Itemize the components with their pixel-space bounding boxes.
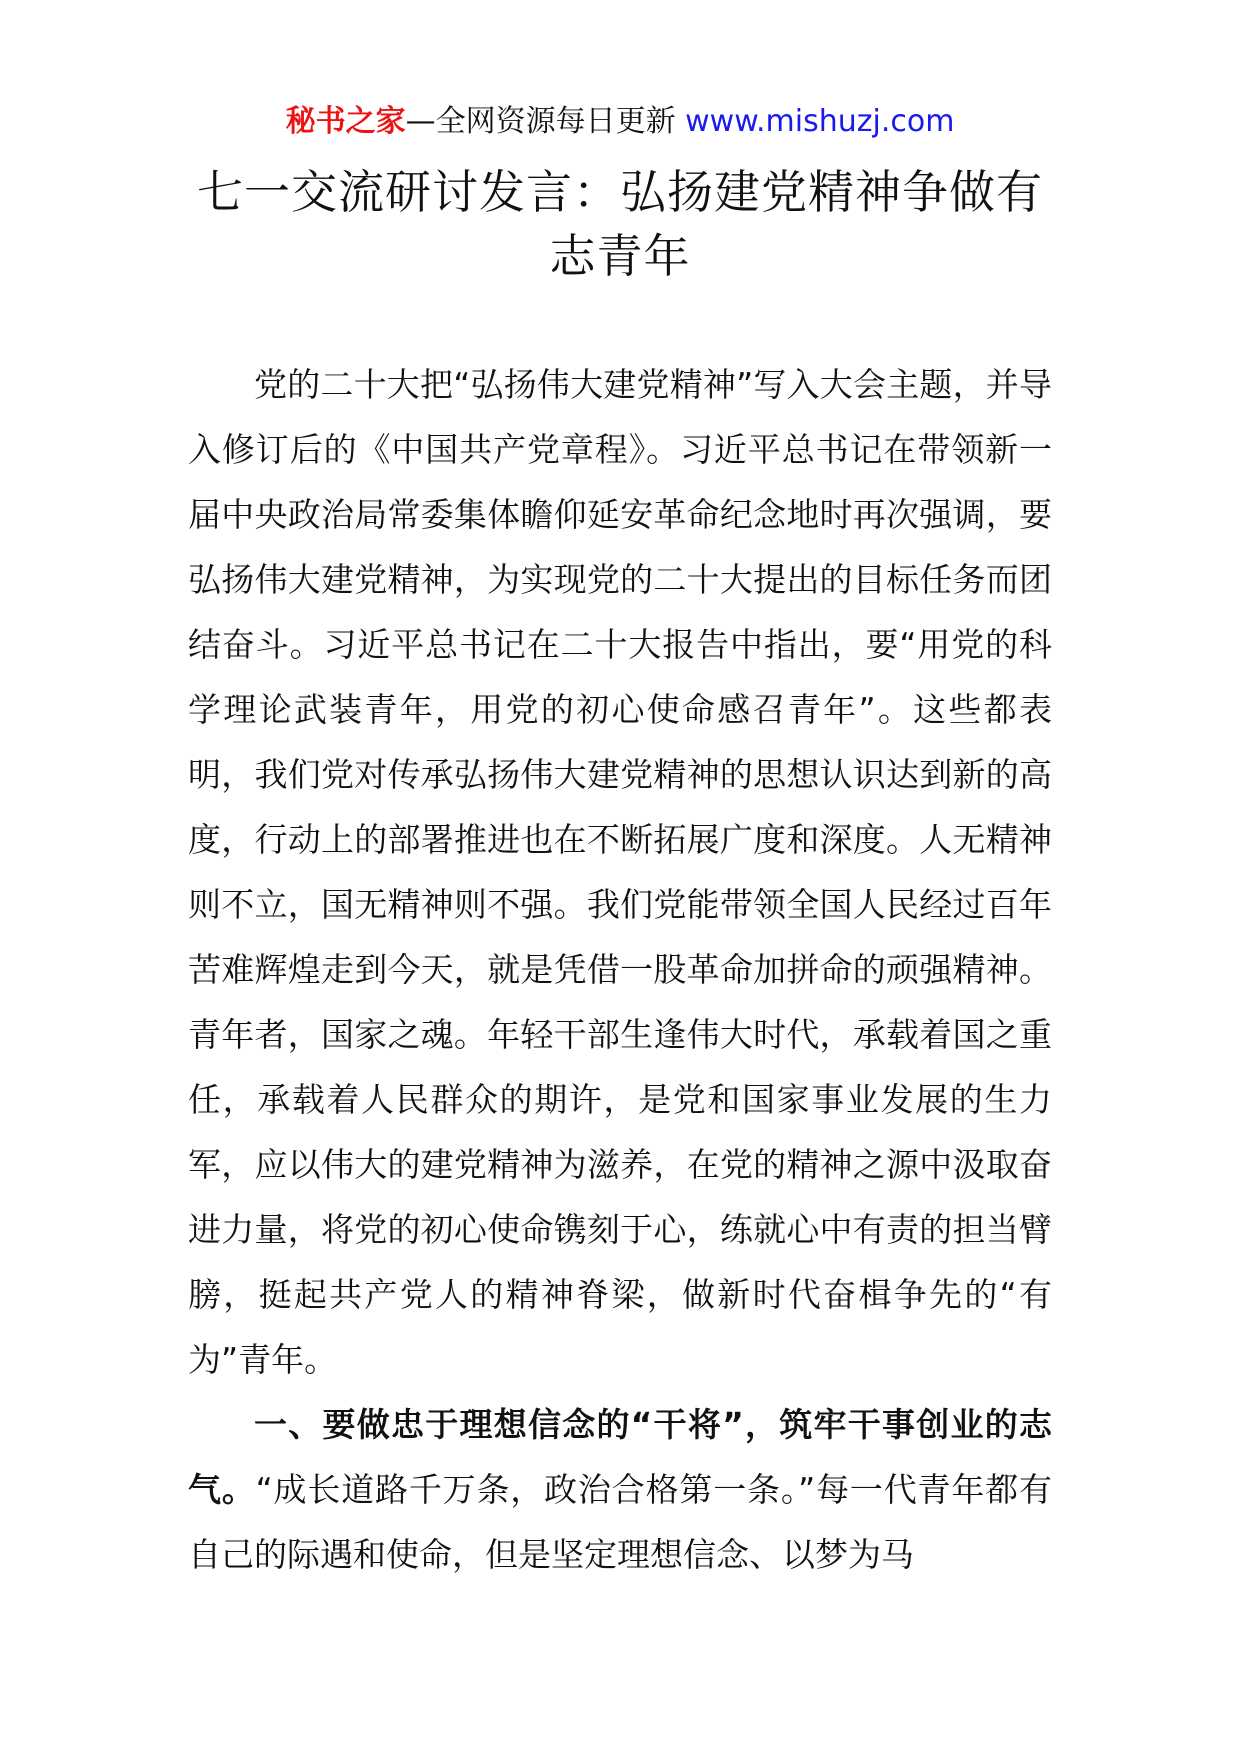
website-url[interactable]: www.mishuzj.com [685,104,955,139]
paragraph-text: “成长道路千万条，政治合格第一条。”每一代青年都有自己的际遇和使命，但是坚定理想信念、以梦为马 [188,1470,1052,1574]
paragraph-text: 党的二十大把“弘扬伟大建党精神”写入大会主题，并导入修订后的《中国共产党章程》。习近平总书记在带领新一届中央政治局常委集体瞻仰延安革命纪念地时再次强调，要弘扬伟大建党精神，为实现党的二十大提出的目标任务而团结奋斗。习近平总书记在二十大报告中指出，要“用党的科学理论武装青年，用党的初心使命感召青年”。这些都表明，我们党对传承弘扬伟大建党精神的思想认识达到新的高度，行动上的部署推进也在不断拓展广度和深度。人无精神则不立，国无精神则不强。我们党能带领全国人民经过百年苦难辉煌走到今天，就是凭借一股革命加拼命的顽强精神。青年者，国家之魂。年轻干部生逢伟大时代，承载着国之重任，承载着人民群众的期许，是党和国家事业发展的生力军，应以伟大的建党精神为滋养，在党的精神之源中汲取奋进力量，将党的初心使命镌刻于心，练就心中有责的担当臂膀，挺起共产党人的精神脊梁，做新时代奋楫争先的“有为”青年。 [188,365,1052,1379]
document-body [188,352,1052,1587]
header-tagline: —全网资源每日更新 [405,104,676,139]
body-paragraph [188,352,1052,1392]
body-paragraph [188,1392,1052,1587]
site-header [0,100,1240,144]
section-heading: 一、要做忠于理想信念的“干将”，筑牢干事创业的志气。 [188,1405,1052,1509]
brand-name: 秘书之家 [285,104,406,139]
document-title: 七一交流研讨发言：弘扬建党精神争做有志青年 [197,165,1043,283]
